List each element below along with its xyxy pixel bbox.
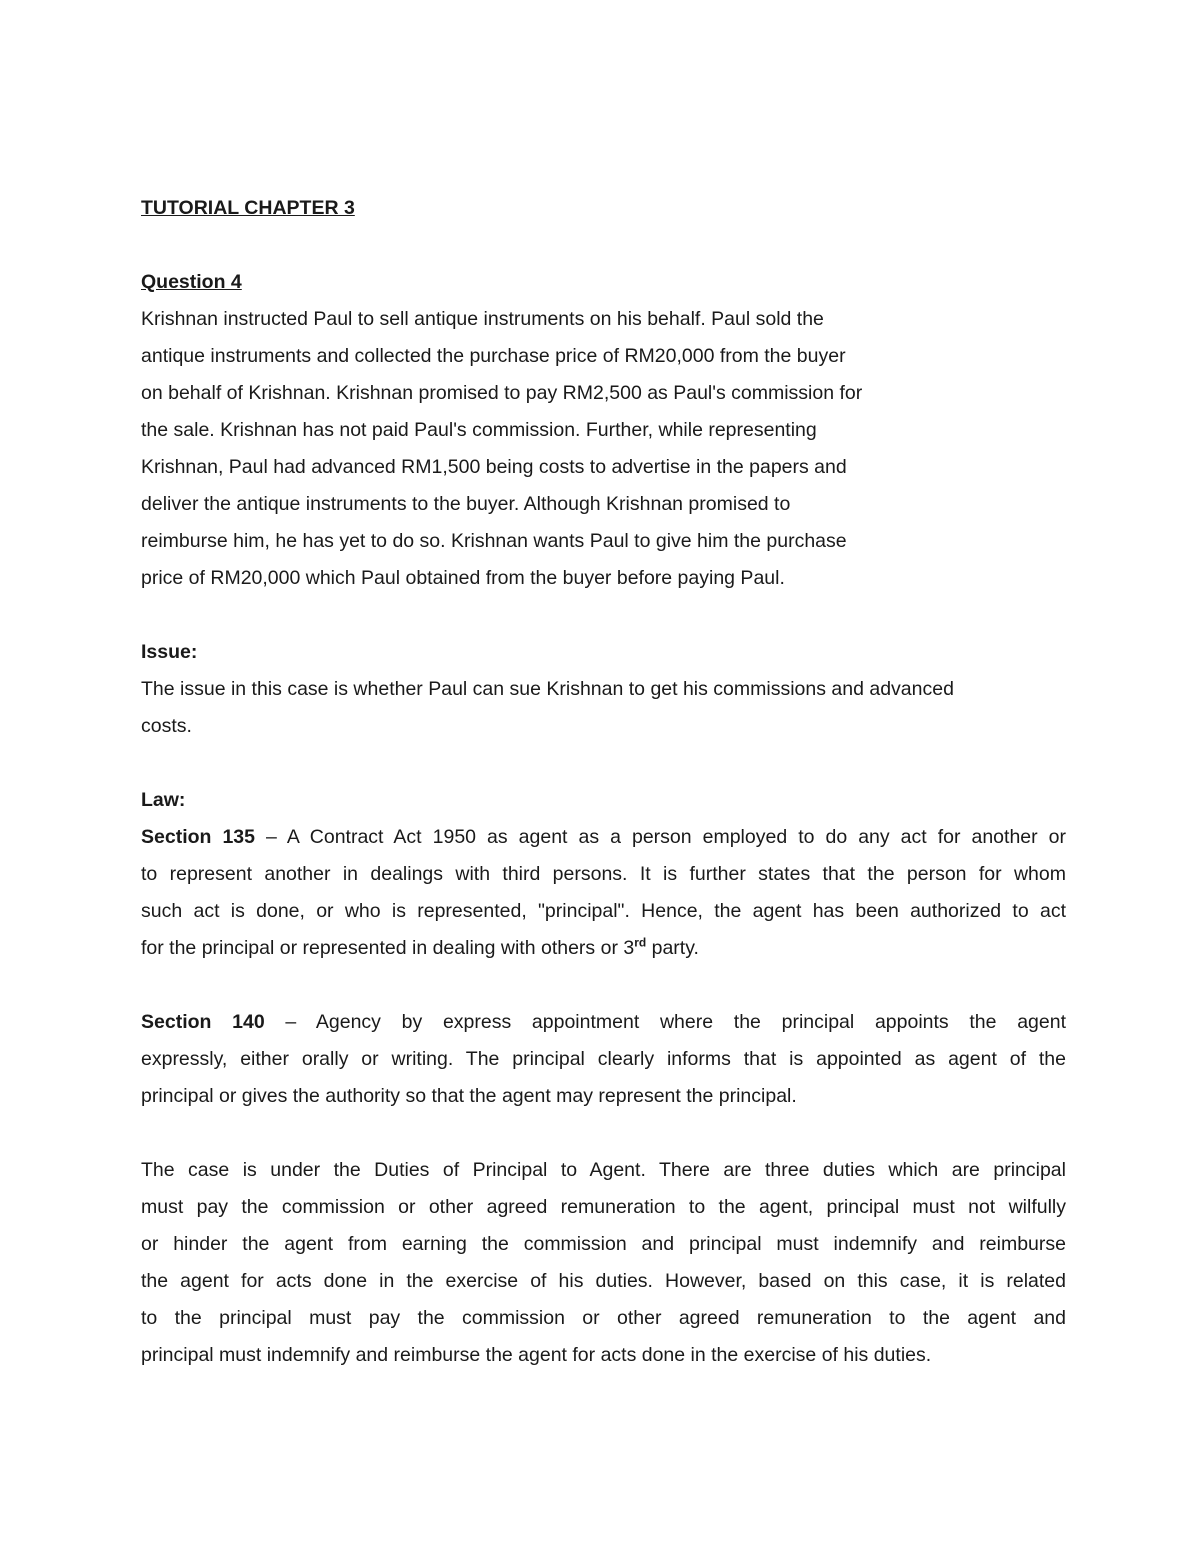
section-135-paragraph xyxy=(141,819,1066,967)
duties-line: the agent for acts done in the exercise of his duties. However, based on this case, it is related xyxy=(141,1270,1066,1292)
section-135-text: party. xyxy=(646,937,699,959)
section-135-line xyxy=(141,819,1066,856)
section-135-line: to represent another in dealings with third persons. It is further states that the person for whom xyxy=(141,863,1066,885)
document-title: TUTORIAL CHAPTER 3 xyxy=(141,197,355,219)
section-140-line: expressly, either orally or writing. The principal clearly informs that is appointed as agent of the xyxy=(141,1048,1066,1070)
question-heading: Question 4 xyxy=(141,271,242,293)
law-label: Law: xyxy=(141,789,186,811)
duties-paragraph xyxy=(141,1152,1066,1374)
question-text xyxy=(141,301,1066,597)
issue-line: The issue in this case is whether Paul can sue Krishnan to get his commissions and advanced xyxy=(141,678,954,700)
issue-line: costs. xyxy=(141,715,192,737)
question-line: price of RM20,000 which Paul obtained from the buyer before paying Paul. xyxy=(141,567,785,589)
section-140-line: principal or gives the authority so that the agent may represent the principal. xyxy=(141,1085,797,1107)
section-140-paragraph xyxy=(141,1004,1066,1115)
duties-line: principal must indemnify and reimburse the agent for acts done in the exercise of his duties. xyxy=(141,1344,932,1366)
duties-line: The case is under the Duties of Principal to Agent. There are three duties which are principal xyxy=(141,1159,1066,1181)
question-line: Krishnan, Paul had advanced RM1,500 being costs to advertise in the papers and xyxy=(141,456,847,478)
document-page xyxy=(141,190,1066,1374)
question-line: Krishnan instructed Paul to sell antique instruments on his behalf. Paul sold the xyxy=(141,308,824,330)
issue-text xyxy=(141,671,1066,745)
section-140-text: – Agency by express appointment where the principal appoints the agent xyxy=(264,1011,1066,1033)
ordinal-superscript: rd xyxy=(634,935,647,950)
section-140-name: Section 140 xyxy=(141,1011,265,1033)
section-135-name: Section 135 xyxy=(141,826,255,848)
question-line: the sale. Krishnan has not paid Paul's commission. Further, while representing xyxy=(141,419,817,441)
duties-line: or hinder the agent from earning the commission and principal must indemnify and reimburse xyxy=(141,1233,1066,1255)
question-line: deliver the antique instruments to the buyer. Although Krishnan promised to xyxy=(141,493,791,515)
section-135-line xyxy=(141,930,1066,967)
section-135-text: for the principal or represented in dealing with others or 3 xyxy=(141,937,635,959)
duties-line: must pay the commission or other agreed remuneration to the agent, principal must not wilfully xyxy=(141,1196,1066,1218)
section-135-text: – A Contract Act 1950 as agent as a person employed to do any act for another or xyxy=(255,826,1066,848)
section-135-line: such act is done, or who is represented, "principal". Hence, the agent has been authorized to act xyxy=(141,900,1066,922)
question-line: antique instruments and collected the purchase price of RM20,000 from the buyer xyxy=(141,345,846,367)
question-line: on behalf of Krishnan. Krishnan promised to pay RM2,500 as Paul's commission for xyxy=(141,382,863,404)
issue-label: Issue: xyxy=(141,641,198,663)
question-line: reimburse him, he has yet to do so. Krishnan wants Paul to give him the purchase xyxy=(141,530,847,552)
section-140-line xyxy=(141,1004,1066,1041)
duties-line: to the principal must pay the commission or other agreed remuneration to the agent and xyxy=(141,1307,1066,1329)
